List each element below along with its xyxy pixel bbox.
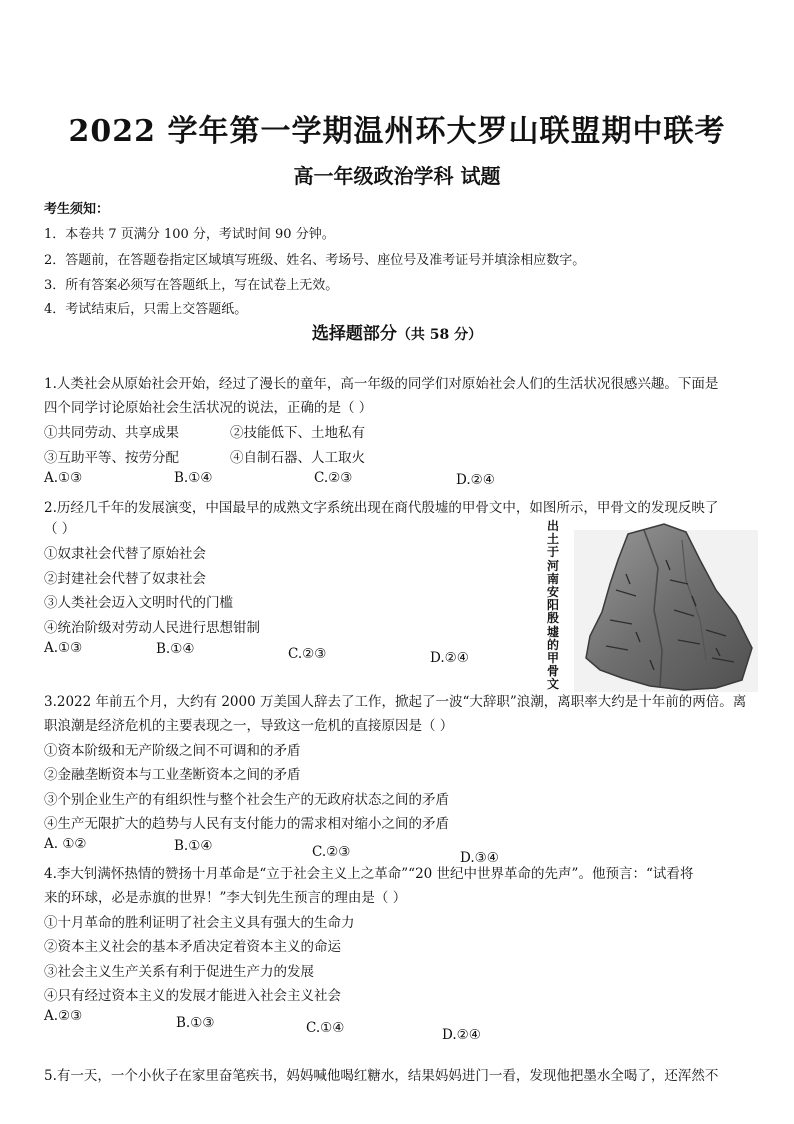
question-stem-line: 1.人类社会从原始社会开始，经过了漫长的童年，高一年级的同学们对原始社会人们的生活状况很感兴趣。下面是 [44, 376, 719, 392]
choice-option: D.②④ [430, 650, 469, 666]
choice-option: A.②③ [44, 1008, 83, 1024]
statement-item: ③个别企业生产的有组织性与整个社会生产的无政府状态之间的矛盾 [44, 792, 449, 808]
question-stem-line: 来的环球，必是赤旗的世界！”李大钊先生预言的理由是（ ） [44, 890, 407, 906]
statement-item: ①十月革命的胜利证明了社会主义具有强大的生命力 [44, 915, 355, 931]
page-subtitle: 高一年级政治学科 试题 [293, 164, 501, 188]
statement-item: ④统治阶级对劳动人民进行思想钳制 [44, 620, 260, 636]
question-stem-line: 2.历经几千年的发展演变，中国最早的成熟文字系统出现在商代殷墟的甲骨文中，如图所示，甲骨文的发现反映了 [44, 500, 719, 516]
statement-item: ④只有经过资本主义的发展才能进入社会主义社会 [44, 988, 341, 1004]
question-stem-line: 职浪潮是经济危机的主要表现之一，导致这一危机的直接原因是（ ） [44, 718, 454, 734]
statement-item: ③社会主义生产关系有利于促进生产力的发展 [44, 964, 314, 980]
section-heading [0, 319, 794, 344]
choice-option: D.②④ [456, 472, 495, 488]
statement-item: ①奴隶社会代替了原始社会 [44, 546, 206, 562]
choice-option: A.①③ [44, 640, 83, 656]
question-stem-line: （ ） [44, 521, 76, 537]
statement-item: ②封建社会代替了奴隶社会 [44, 571, 206, 587]
notice-item: 1．本卷共 7 页满分 100 分，考试时间 90 分钟。 [44, 227, 335, 242]
statement-item: ①共同劳动、共享成果 [44, 425, 179, 441]
statement-item: ③人类社会迈入文明时代的门槛 [44, 595, 233, 611]
choice-option: C.①④ [306, 1020, 345, 1036]
choice-option: B.①④ [156, 641, 195, 657]
question-stem-line: 3.2022 年前五个月，大约有 2000 万美国人辞去了工作，掀起了一波“大辞职”浪潮，离职率大约是十年前的两倍。离 [44, 694, 747, 710]
section-title: 选择题部分 [311, 324, 397, 344]
oracle-bone-image [566, 520, 758, 692]
question-stem-line: 4.李大钊满怀热情的赞扬十月革命是“立于社会主义上之革命”“20 世纪中世界革命的先声”。他预言：“试看将 [44, 866, 694, 882]
figure-caption: 出土于河南安阳殷墟的甲骨文 [546, 519, 559, 692]
choice-option: A. ①② [44, 836, 87, 852]
statement-item: ①资本阶级和无产阶级之间不可调和的矛盾 [44, 743, 301, 759]
choice-option: D.②④ [442, 1027, 481, 1043]
page-title: 2022 学年第一学期温州环大罗山联盟期中联考 [68, 114, 726, 149]
choice-option: C.②③ [312, 844, 351, 860]
choice-option: B.①③ [176, 1015, 215, 1031]
choice-option: C.②③ [288, 646, 327, 662]
oracle-bone-figure [544, 520, 758, 692]
statement-item: ②资本主义社会的基本矛盾决定着资本主义的命运 [44, 939, 341, 955]
statement-item: ④自制石器、人工取火 [230, 450, 365, 466]
notice-item: 2．答题前，在答题卷指定区域填写班级、姓名、考场号、座位号及准考证号并填涂相应数字。 [44, 253, 586, 268]
section-score: （共 58 分） [396, 327, 483, 343]
question-stem-line: 四个同学讨论原始社会生活状况的说法，正确的是（ ） [44, 400, 373, 416]
choice-option: C.②③ [314, 470, 353, 486]
notice-heading: 考生须知： [44, 202, 110, 217]
choice-option: B.①④ [174, 838, 213, 854]
notice-item: 3．所有答案必须写在答题纸上，写在试卷上无效。 [44, 278, 339, 293]
statement-item: ③互助平等、按劳分配 [44, 450, 179, 466]
choice-option: B.①④ [174, 470, 213, 486]
question-stem-line: 5.有一天，一个小伙子在家里奋笔疾书，妈妈喊他喝红糖水，结果妈妈进门一看，发现他把墨水全喝了，还浑然不 [44, 1068, 719, 1084]
choice-option: A.①③ [44, 470, 83, 486]
statement-item: ②技能低下、土地私有 [230, 425, 365, 441]
notice-item: 4．考试结束后，只需上交答题纸。 [44, 302, 248, 317]
statement-item: ②金融垄断资本与工业垄断资本之间的矛盾 [44, 767, 301, 783]
statement-item: ④生产无限扩大的趋势与人民有支付能力的需求相对缩小之间的矛盾 [44, 816, 449, 832]
choice-option: D.③④ [460, 850, 499, 866]
